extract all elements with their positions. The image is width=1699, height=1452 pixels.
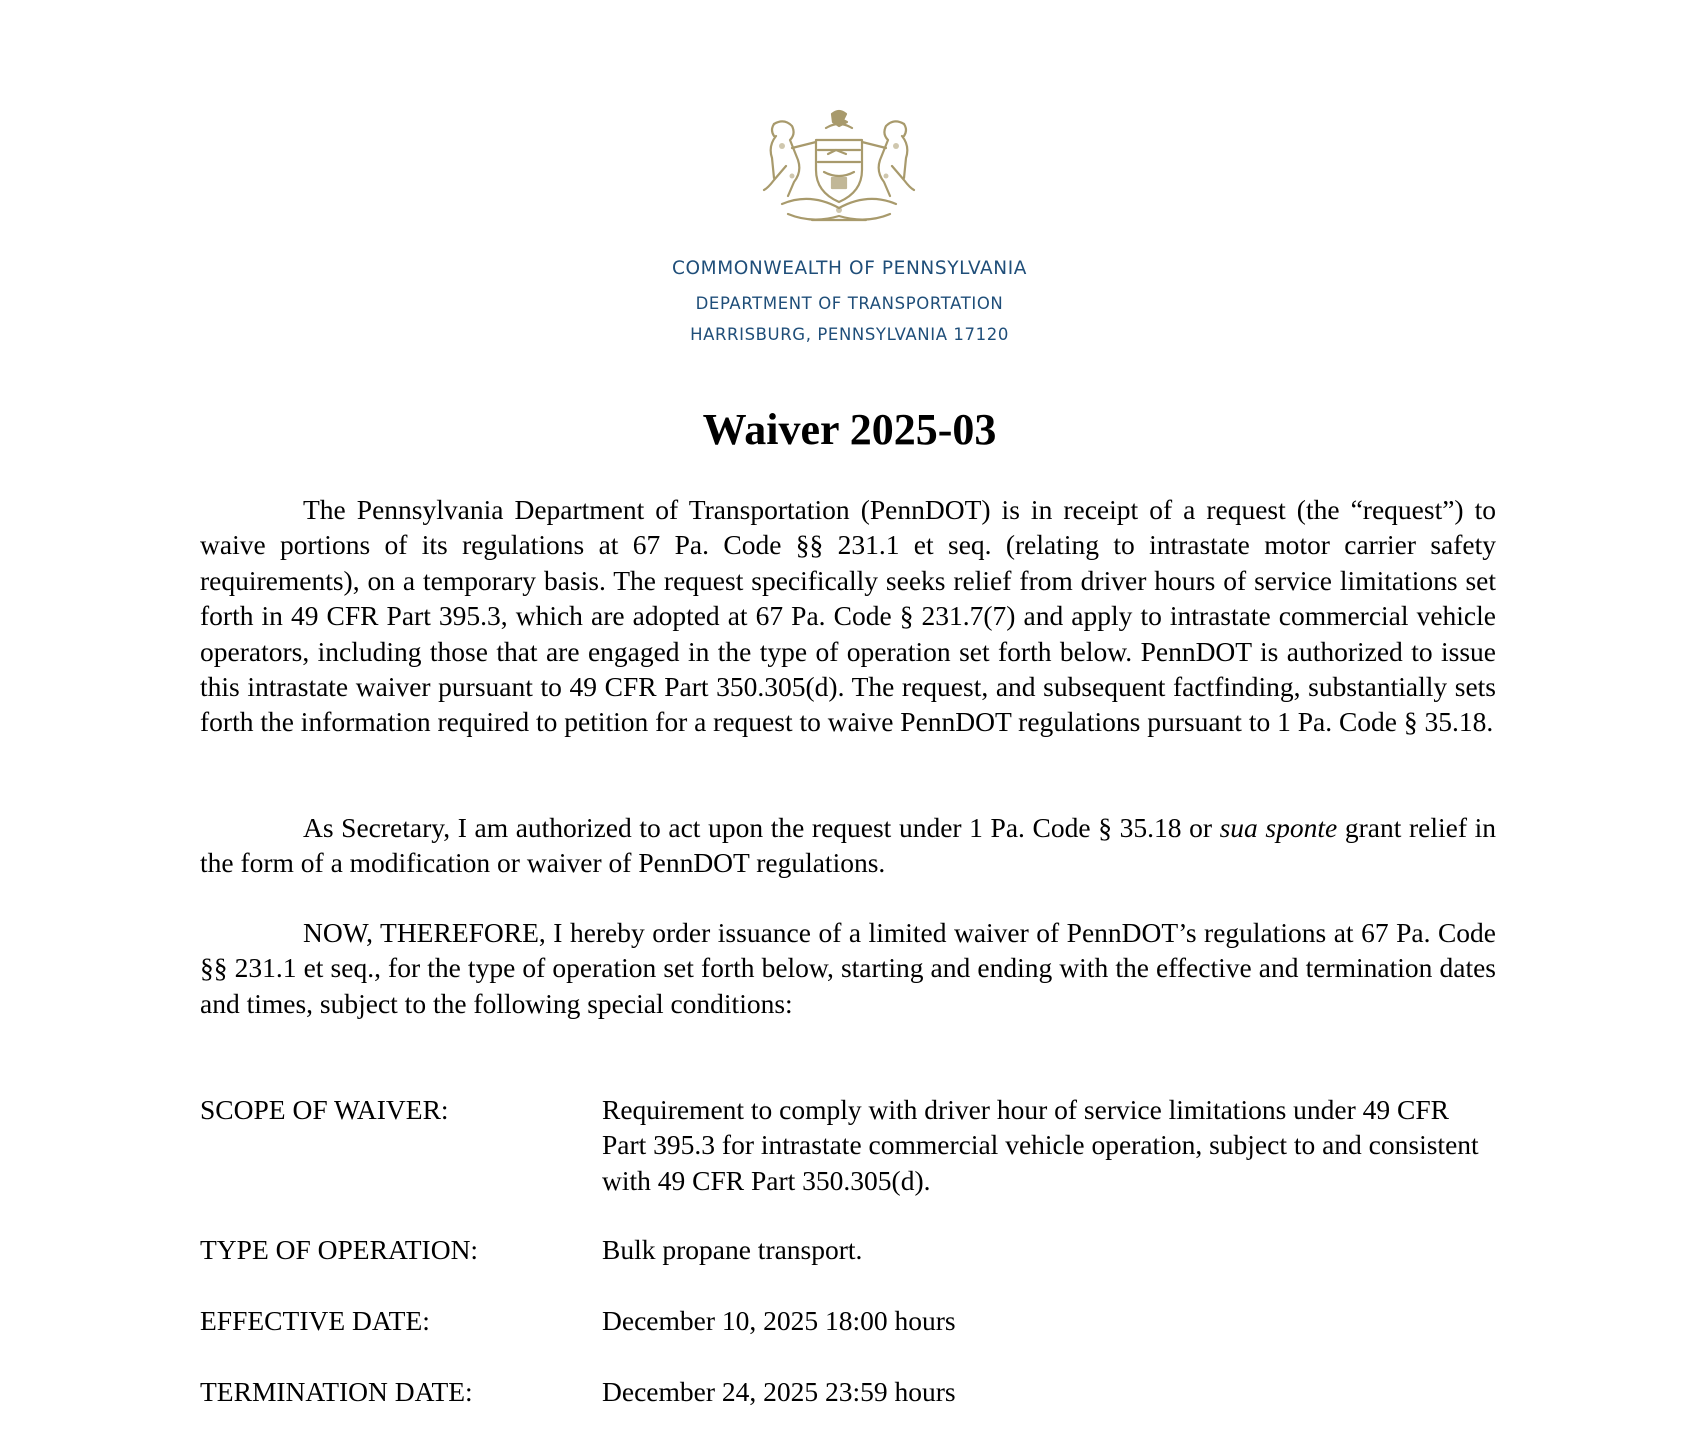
- condition-label: SCOPE OF WAIVER:: [200, 1094, 449, 1125]
- paragraph-receipt-of-request: [200, 492, 1496, 740]
- condition-value: December 24, 2025 23:59 hours: [602, 1376, 956, 1407]
- letterhead-commonwealth: COMMONWEALTH OF PENNSYLVANIA: [671, 258, 1028, 279]
- condition-value: December 10, 2025 18:00 hours: [602, 1305, 956, 1336]
- paragraph-text: [200, 810, 1496, 881]
- condition-label: TERMINATION DATE:: [200, 1376, 473, 1407]
- paragraph-text-part: grant relief in the form of a modification or waiver of PennDOT regulations.: [200, 812, 1496, 879]
- paragraph-text: NOW, THEREFORE, I hereby order issuance of a limited waiver of PennDOT’s regulations at 67 Pa. Code §§ 231.1 et seq., for the type of operation set forth below, starting and ending with the effective and termination dates and times, subject to the following special conditions:: [200, 917, 1496, 1019]
- paragraph-text-part: As Secretary, I am authorized to act upon the request under 1 Pa. Code § 35.18 or: [303, 812, 1220, 843]
- italic-term-sua-sponte: sua sponte: [1219, 812, 1338, 843]
- document-title: Waiver 2025-03: [702, 405, 997, 454]
- condition-label: TYPE OF OPERATION:: [200, 1234, 479, 1265]
- condition-value: Bulk propane transport.: [602, 1234, 863, 1265]
- letterhead-department: DEPARTMENT OF TRANSPORTATION: [695, 294, 1004, 313]
- letterhead-address: HARRISBURG, PENNSYLVANIA 17120: [690, 325, 1009, 344]
- paragraph-order-issuance: [200, 915, 1496, 1021]
- paragraph-text: The Pennsylvania Department of Transportation (PennDOT) is in receipt of a request (the “request”) to waive portions of its regulations at 67 Pa. Code §§ 231.1 et seq. (relating to intrastate motor carrier safety requirements), on a temporary basis. The request specifically seeks relief from driver hours of service limitations set forth in 49 CFR Part 395.3, which are adopted at 67 Pa. Code § 231.7(7) and apply to intrastate commercial vehicle operators, including those that are engaged in the type of operation set forth below. PennDOT is authorized to issue this intrastate waiver pursuant to 49 CFR Part 350.305(d). The request, and subsequent factfinding, substantially sets forth the information required to petition for a request to waive PennDOT regulations pursuant to 1 Pa. Code § 35.18.: [200, 494, 1496, 738]
- paragraph-secretary-authority: [200, 810, 1496, 881]
- condition-label: EFFECTIVE DATE:: [200, 1305, 430, 1336]
- condition-value: Requirement to comply with driver hour of service limitations under 49 CFR Part 395.3 for intrastate commercial vehicle operation, subject to and consistent with 49 CFR Part 350.305(d).: [602, 1094, 1479, 1196]
- pennsylvania-seal-icon: [752, 106, 926, 232]
